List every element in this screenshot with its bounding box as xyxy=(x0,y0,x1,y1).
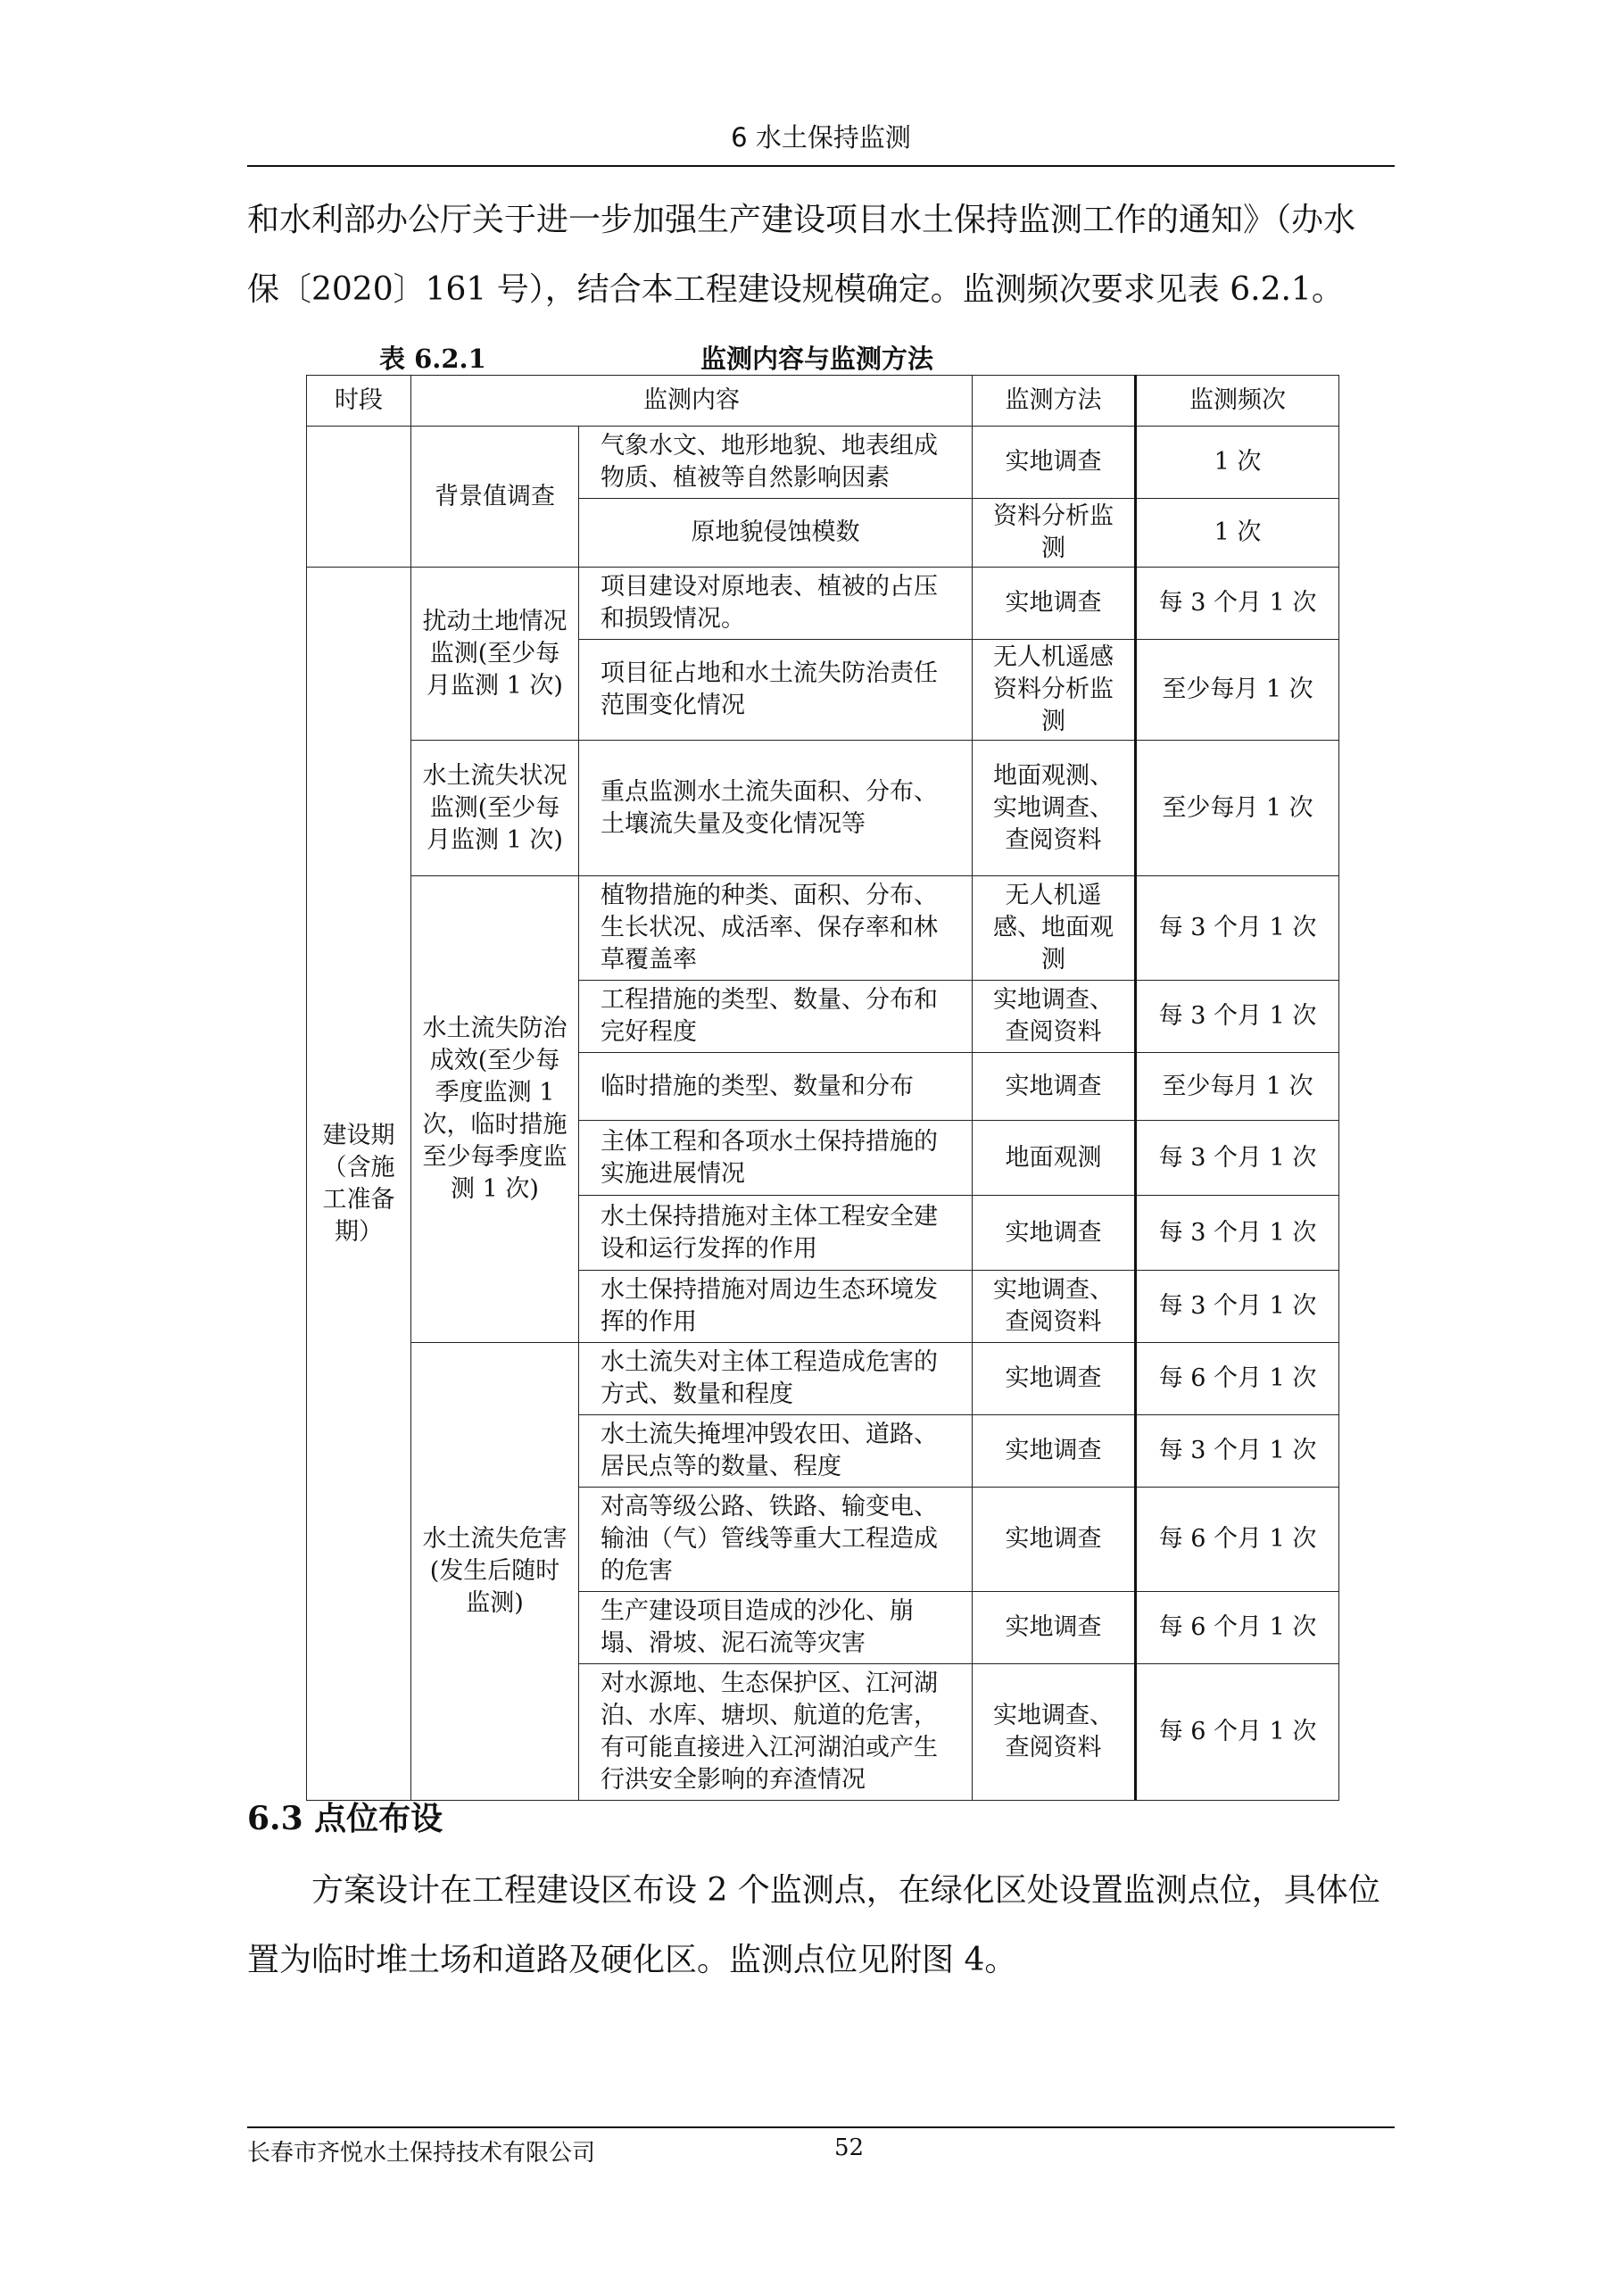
method-cell: 实地调查 xyxy=(973,1343,1136,1415)
monitoring-table xyxy=(306,375,1339,1801)
frequency-cell: 至少每月 1 次 xyxy=(1136,741,1339,876)
frequency-cell: 1 次 xyxy=(1136,499,1339,568)
method-cell: 实地调查 xyxy=(973,1592,1136,1664)
content-cell: 主体工程和各项水土保持措施的实施进展情况 xyxy=(579,1121,973,1196)
intro-paragraph xyxy=(247,186,1398,325)
content-cell: 气象水文、地形地貌、地表组成物质、植被等自然影响因素 xyxy=(579,427,973,499)
page-number: 52 xyxy=(834,2134,865,2161)
category-cell: 水土流失状况监测(至少每月监测 1 次) xyxy=(411,741,579,876)
table-row xyxy=(307,427,1339,499)
frequency-cell: 1 次 xyxy=(1136,427,1339,499)
frequency-cell: 每 3 个月 1 次 xyxy=(1136,981,1339,1053)
page-header-title: 6 水土保持监测 xyxy=(731,122,911,153)
period-cell-empty xyxy=(307,427,411,568)
frequency-cell: 至少每月 1 次 xyxy=(1136,640,1339,741)
header-content: 监测内容 xyxy=(411,376,973,427)
frequency-cell: 每 6 个月 1 次 xyxy=(1136,1664,1339,1801)
content-cell: 重点监测水土流失面积、分布、土壤流失量及变化情况等 xyxy=(579,741,973,876)
table-row xyxy=(307,876,1339,981)
frequency-cell: 每 6 个月 1 次 xyxy=(1136,1592,1339,1664)
method-cell: 实地调查 xyxy=(973,427,1136,499)
content-cell: 水土保持措施对主体工程安全建设和运行发挥的作用 xyxy=(579,1196,973,1271)
method-cell: 实地调查、查阅资料 xyxy=(973,981,1136,1053)
content-cell: 对高等级公路、铁路、输变电、输油（气）管线等重大工程造成的危害 xyxy=(579,1488,973,1592)
section-paragraph xyxy=(247,1856,1398,1995)
table-caption-number: 表 6.2.1 xyxy=(379,344,486,374)
intro-line: 保〔2020〕161 号），结合本工程建设规模确定。监测频次要求见表 6.2.1。 xyxy=(247,271,1344,308)
period-cell: 建设期（含施工准备期） xyxy=(307,568,411,1801)
content-cell: 生产建设项目造成的沙化、崩塌、滑坡、泥石流等灾害 xyxy=(579,1592,973,1664)
content-cell: 项目征占地和水土流失防治责任范围变化情况 xyxy=(579,640,973,741)
content-cell: 对水源地、生态保护区、江河湖泊、水库、塘坝、航道的危害，有可能直接进入江河湖泊或产生行洪安全影响的弃渣情况 xyxy=(579,1664,973,1801)
frequency-cell: 至少每月 1 次 xyxy=(1136,1053,1339,1121)
method-cell: 资料分析监测 xyxy=(973,499,1136,568)
table-row xyxy=(307,1343,1339,1415)
content-cell: 工程措施的类型、数量、分布和完好程度 xyxy=(579,981,973,1053)
method-cell: 地面观测 xyxy=(973,1121,1136,1196)
content-cell: 水土流失掩埋冲毁农田、道路、居民点等的数量、程度 xyxy=(579,1415,973,1488)
footer-divider xyxy=(247,2126,1395,2128)
category-cell: 扰动土地情况监测(至少每月监测 1 次) xyxy=(411,568,579,741)
paragraph-line: 置为临时堆土场和道路及硬化区。监测点位见附图 4。 xyxy=(247,1942,1017,1978)
paragraph-line: 方案设计在工程建设区布设 2 个监测点，在绿化区处设置监测点位，具体位 xyxy=(311,1872,1380,1909)
category-cell: 背景值调查 xyxy=(411,427,579,568)
method-cell: 实地调查 xyxy=(973,1415,1136,1488)
method-cell: 实地调查 xyxy=(973,1488,1136,1592)
frequency-cell: 每 3 个月 1 次 xyxy=(1136,1196,1339,1271)
method-cell: 无人机遥感资料分析监测 xyxy=(973,640,1136,741)
content-cell: 水土流失对主体工程造成危害的方式、数量和程度 xyxy=(579,1343,973,1415)
frequency-cell: 每 3 个月 1 次 xyxy=(1136,1121,1339,1196)
table-header-row xyxy=(307,376,1339,427)
content-cell: 植物措施的种类、面积、分布、生长状况、成活率、保存率和林草覆盖率 xyxy=(579,876,973,981)
method-cell: 实地调查、查阅资料 xyxy=(973,1664,1136,1801)
content-cell: 项目建设对原地表、植被的占压和损毁情况。 xyxy=(579,568,973,640)
frequency-cell: 每 6 个月 1 次 xyxy=(1136,1343,1339,1415)
header-divider xyxy=(247,165,1395,167)
table-caption-title: 监测内容与监测方法 xyxy=(700,344,934,374)
frequency-cell: 每 3 个月 1 次 xyxy=(1136,568,1339,640)
footer-company: 长春市齐悦水土保持技术有限公司 xyxy=(247,2140,596,2167)
frequency-cell: 每 3 个月 1 次 xyxy=(1136,1415,1339,1488)
table-caption xyxy=(379,339,1325,375)
method-cell: 实地调查、查阅资料 xyxy=(973,1271,1136,1343)
table-row xyxy=(307,568,1339,640)
content-cell: 水土保持措施对周边生态环境发挥的作用 xyxy=(579,1271,973,1343)
method-cell: 实地调查 xyxy=(973,1196,1136,1271)
method-cell: 地面观测、实地调查、查阅资料 xyxy=(973,741,1136,876)
frequency-cell: 每 3 个月 1 次 xyxy=(1136,876,1339,981)
category-cell: 水土流失危害(发生后随时监测) xyxy=(411,1343,579,1801)
header-period: 时段 xyxy=(307,376,411,427)
method-cell: 实地调查 xyxy=(973,568,1136,640)
frequency-cell: 每 6 个月 1 次 xyxy=(1136,1488,1339,1592)
section-heading: 6.3 点位布设 xyxy=(247,1800,443,1837)
frequency-cell: 每 3 个月 1 次 xyxy=(1136,1271,1339,1343)
intro-line: 和水利部办公厅关于进一步加强生产建设项目水土保持监测工作的通知》（办水 xyxy=(247,202,1356,238)
table-row xyxy=(307,741,1339,876)
method-cell: 实地调查 xyxy=(973,1053,1136,1121)
content-cell: 原地貌侵蚀模数 xyxy=(579,499,973,568)
header-method: 监测方法 xyxy=(973,376,1136,427)
category-cell: 水土流失防治成效(至少每季度监测 1 次，临时措施至少每季度监测 1 次) xyxy=(411,876,579,1343)
header-frequency: 监测频次 xyxy=(1136,376,1339,427)
content-cell: 临时措施的类型、数量和分布 xyxy=(579,1053,973,1121)
method-cell: 无人机遥感、地面观测 xyxy=(973,876,1136,981)
